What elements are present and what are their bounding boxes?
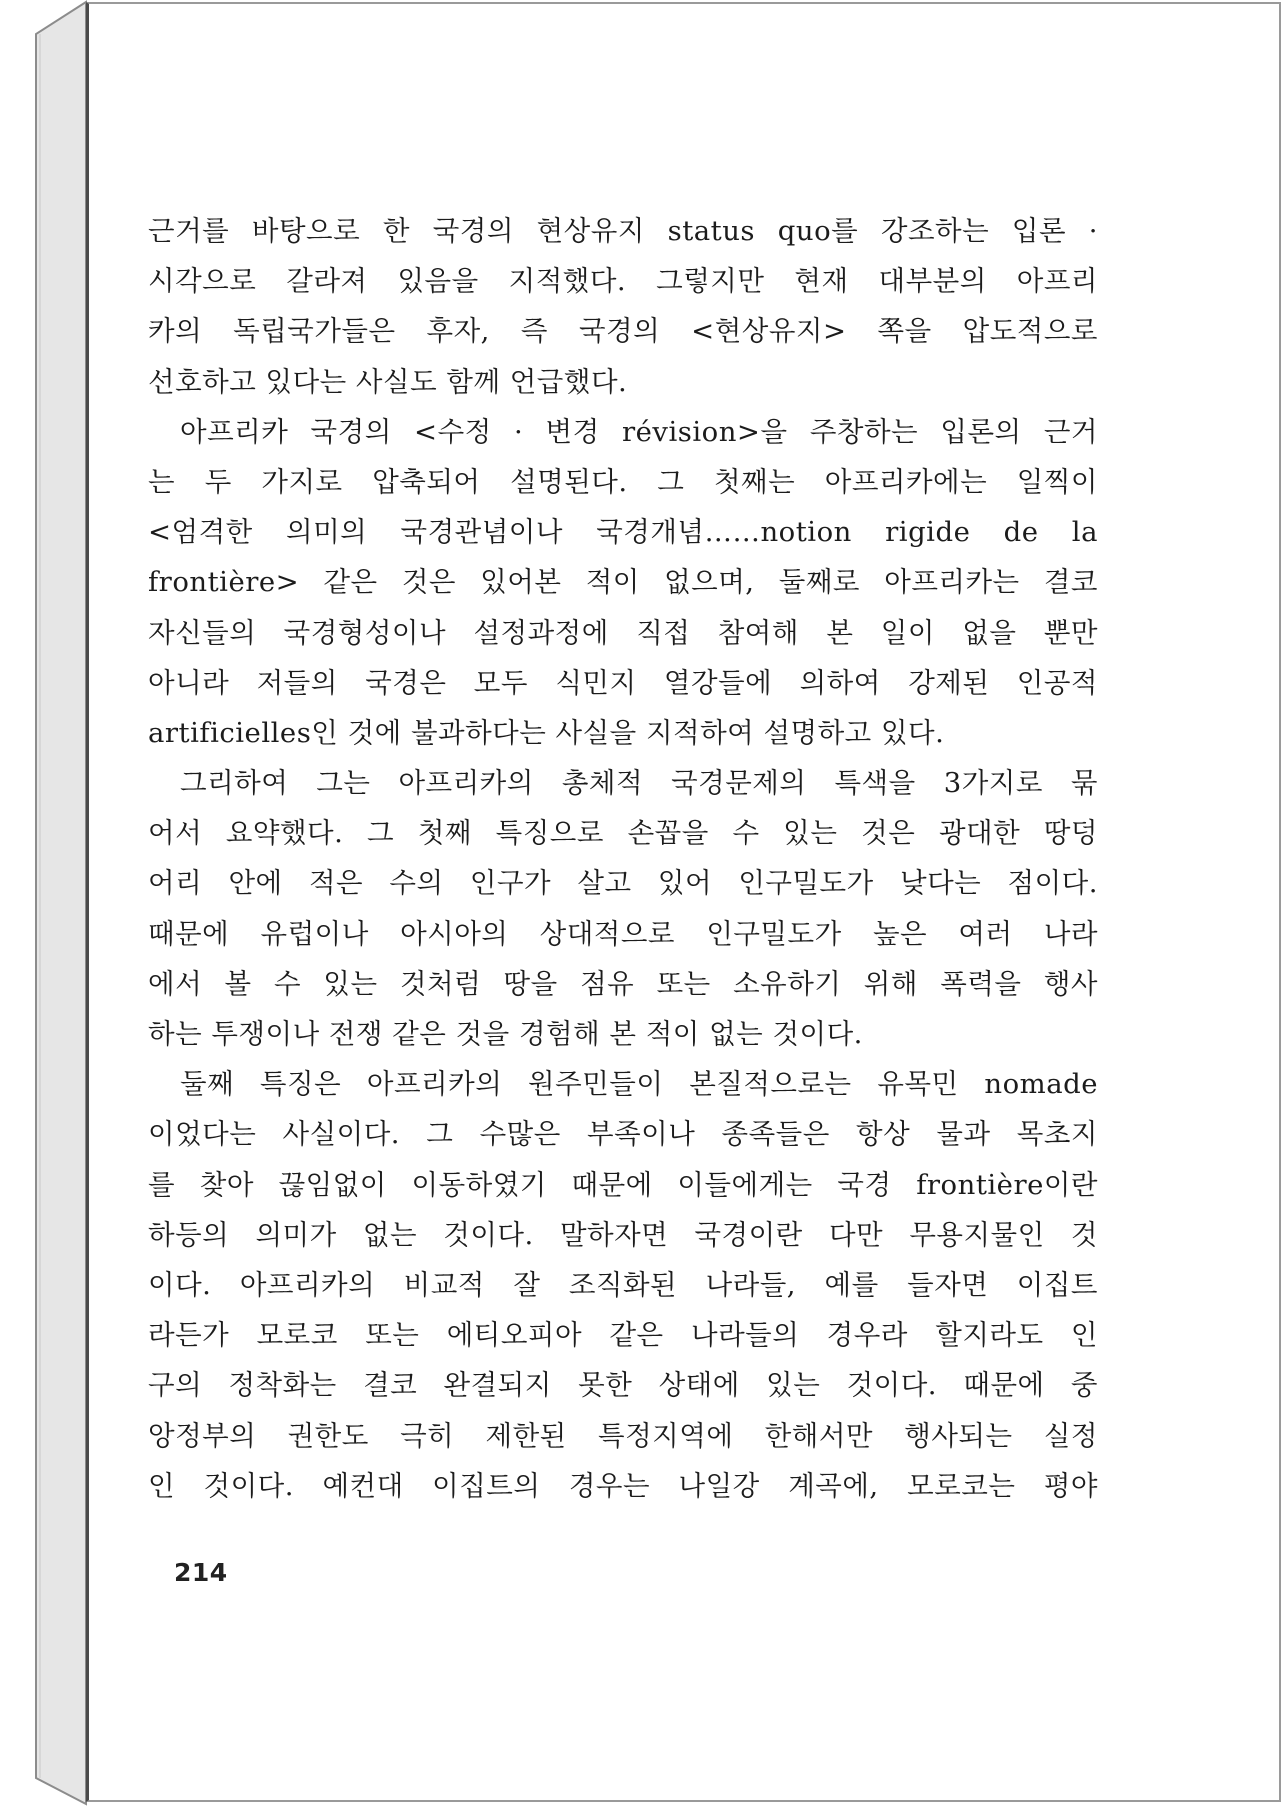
text-line: 둘째 특징은 아프리카의 원주민들이 본질적으로는 유목민 nomade <box>180 1068 1098 1101</box>
text-line: 그리하여 그는 아프리카의 총체적 국경문제의 특색을 3가지로 묶 <box>180 767 1098 800</box>
text-line: 앙정부의 권한도 극히 제한된 특정지역에 한해서만 행사되는 실정 <box>148 1419 1098 1452</box>
text-line: 선호하고 있다는 사실도 함께 언급했다. <box>148 365 628 398</box>
text-line: 아프리카 국경의 <수정 · 변경 révision>을 주창하는 입론의 근거 <box>180 415 1098 448</box>
text-line: 카의 독립국가들은 후자, 즉 국경의 <현상유지> 쪽을 압도적으로 <box>148 315 1098 348</box>
text-line: 인 것이다. 예컨대 이집트의 경우는 나일강 계곡에, 모로코는 평야 <box>148 1469 1098 1502</box>
text-line: 하는 투쟁이나 전쟁 같은 것을 경험해 본 적이 없는 것이다. <box>148 1018 863 1050</box>
text-line: 이다. 아프리카의 비교적 잘 조직화된 나라들, 예를 들자면 이집트 <box>148 1268 1098 1301</box>
text-line: 는 두 가지로 압축되어 설명된다. 그 첫째는 아프리카에는 일찍이 <box>148 465 1098 498</box>
text-line: 때문에 유럽이나 아시아의 상대적으로 인구밀도가 높은 여러 나라 <box>148 917 1098 950</box>
text-line: 이었다는 사실이다. 그 수많은 부족이나 종족들은 항상 물과 목초지 <box>148 1118 1098 1151</box>
text-line: 구의 정착화는 결코 완결되지 못한 상태에 있는 것이다. 때문에 중 <box>148 1369 1098 1402</box>
text-line: 라든가 모로코 또는 에티오피아 같은 나라들의 경우라 할지라도 인 <box>148 1319 1098 1352</box>
text-line: 시각으로 갈라져 있음을 지적했다. 그렇지만 현재 대부분의 아프리 <box>148 265 1098 298</box>
text-line: 근거를 바탕으로 한 국경의 현상유지 status quo를 강조하는 입론 · <box>148 215 1098 247</box>
text-line: <엄격한 의미의 국경관념이나 국경개념……notion rigide de la <box>148 516 1098 549</box>
text-line: 자신들의 국경형성이나 설정과정에 직접 참여해 본 일이 없을 뿐만 <box>148 616 1098 649</box>
text-line: 아니라 저들의 국경은 모두 식민지 열강들에 의하여 강제된 인공적 <box>148 666 1098 699</box>
text-line: artificielles인 것에 불과하다는 사실을 지적하여 설명하고 있다. <box>148 716 945 749</box>
body-text <box>148 206 1098 1511</box>
text-line: 어서 요약했다. 그 첫째 특징으로 손꼽을 수 있는 것은 광대한 땅덩 <box>148 817 1098 850</box>
page-number: 214 <box>174 1558 228 1587</box>
text-line: frontière> 같은 것은 있어본 적이 없으며, 둘째로 아프리카는 결코 <box>148 566 1098 599</box>
text-line: 에서 볼 수 있는 것처럼 땅을 점유 또는 소유하기 위해 폭력을 행사 <box>148 967 1098 1000</box>
text-line: 어리 안에 적은 수의 인구가 살고 있어 인구밀도가 낮다는 점이다. <box>148 867 1098 900</box>
text-line: 하등의 의미가 없는 것이다. 말하자면 국경이란 다만 무용지물인 것 <box>148 1218 1098 1251</box>
text-line: 를 찾아 끊임없이 이동하였기 때문에 이들에게는 국경 frontière이란 <box>148 1168 1098 1201</box>
